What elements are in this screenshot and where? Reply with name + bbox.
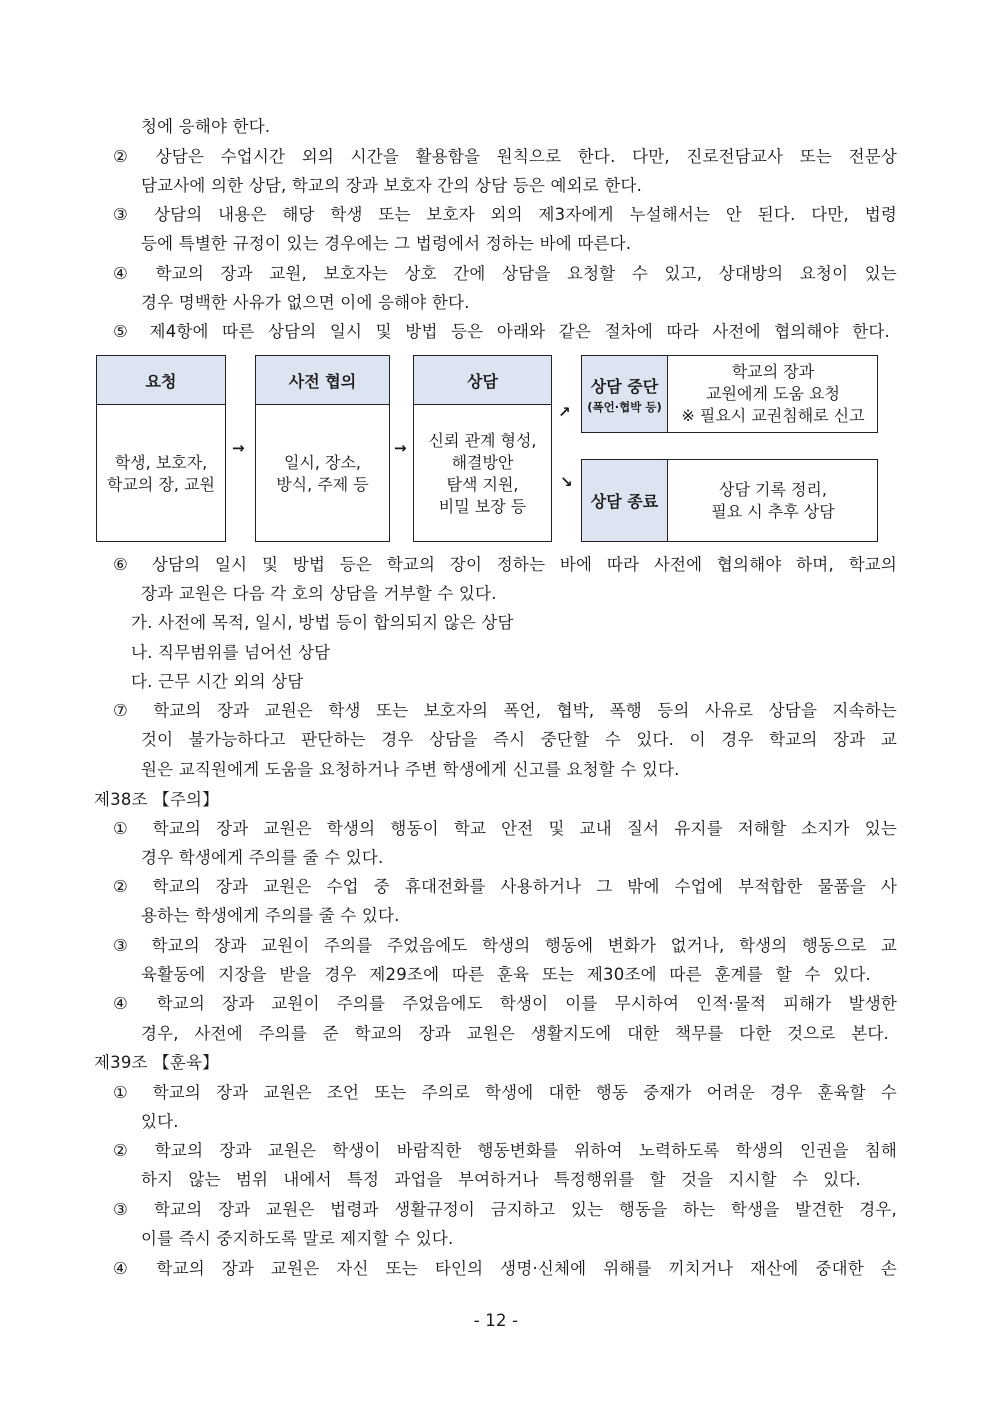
text-line: 경우 명백한 사유가 없으면 이에 응해야 한다. — [141, 293, 470, 312]
page-number: - 12 - — [473, 1311, 519, 1330]
flow-counsel-head: 상담 — [413, 355, 552, 405]
text-line: 청에 응해야 한다. — [141, 117, 271, 136]
text-line: ② 상담은 수업시간 외의 시간을 활용함을 원칙으로 한다. 다만, 진로전담교사 또는 전문상 — [113, 147, 897, 166]
arrow-down-right-icon: ↘ — [560, 473, 573, 491]
text-line: 것이 불가능하다고 판단하는 경우 상담을 즉시 중단할 수 있다. 이 경우 학교의 장과 교 — [141, 730, 897, 749]
text-line: ⑦ 학교의 장과 교원은 학생 또는 보호자의 폭언, 협박, 폭행 등의 사유로 상담을 지속하는 — [113, 701, 897, 720]
text-line: 가. 사전에 목적, 일시, 방법 등이 합의되지 않은 상담 — [131, 613, 514, 632]
article-heading: 제38조 【주의】 — [94, 790, 219, 809]
flow-end-head: 상담 종료 — [581, 459, 668, 542]
text-line: 경우, 사전에 주의를 준 학교의 장과 교원은 생활지도에 대한 책무를 다한 것으로 본다. — [141, 1024, 889, 1043]
flow-stop-body: 학교의 장과 교원에게 도움 요청 ※ 필요시 교권침해로 신고 — [681, 362, 865, 425]
flow-stop-title: 상담 중단 — [590, 376, 659, 396]
text-line: ⑤ 제4항에 따른 상담의 일시 및 방법 등은 아래와 같은 절차에 따라 사전에 협의해야 한다. — [113, 322, 890, 341]
flow-end-body: 상담 기록 정리, 필요 시 추후 상담 — [711, 479, 835, 521]
text-line: 하지 않는 범위 내에서 특정 과업을 부여하거나 특정행위를 할 것을 지시할 수 있다. — [141, 1170, 861, 1189]
text-line: 있다. — [141, 1112, 179, 1131]
text-line: 다. 근무 시간 외의 상담 — [131, 672, 304, 691]
text-line: 육활동에 지장을 받을 경우 제29조에 따른 훈육 또는 제30조에 따른 훈계를 할 수 있다. — [141, 965, 871, 984]
text-line: ② 학교의 장과 교원은 수업 중 휴대전화를 사용하거나 그 밖에 수업에 부적합한 물품을 사 — [113, 877, 897, 896]
text-line: ④ 학교의 장과 교원, 보호자는 상호 간에 상담을 요청할 수 있고, 상대방의 요청이 있는 — [113, 264, 897, 283]
text-line: ② 학교의 장과 교원은 학생이 바람직한 행동변화를 위하여 노력하도록 학생의 인권을 침해 — [113, 1141, 897, 1160]
text-line: 담교사에 의한 상담, 학교의 장과 보호자 간의 상담 등은 예외로 한다. — [141, 176, 643, 195]
text-line: 원은 교직원에게 도움을 요청하거나 주변 학생에게 신고를 요청할 수 있다. — [141, 760, 680, 779]
flow-request-body: 학생, 보호자, 학교의 장, 교원 — [107, 452, 215, 494]
text-line: 용하는 학생에게 주의를 줄 수 있다. — [141, 906, 400, 925]
flow-request-head: 요청 — [96, 355, 226, 405]
text-line: 등에 특별한 규정이 있는 경우에는 그 법령에서 정하는 바에 따른다. — [141, 234, 632, 253]
text-line: 장과 교원은 다음 각 호의 상담을 거부할 수 있다. — [141, 584, 497, 603]
flow-prior-head: 사전 협의 — [255, 355, 390, 405]
text-line: ③ 상담의 내용은 해당 학생 또는 보호자 외의 제3자에게 누설해서는 안 된다. 다만, 법령 — [113, 205, 897, 224]
arrow-up-right-icon: ↗ — [558, 403, 571, 421]
arrow-right-icon: → — [232, 439, 245, 457]
text-line: ① 학교의 장과 교원은 학생의 행동이 학교 안전 및 교내 질서 유지를 저해할 소지가 있는 — [113, 819, 897, 838]
text-line: 경우 학생에게 주의를 줄 수 있다. — [141, 848, 384, 867]
flow-stop-sub: (폭언·협박 등) — [587, 399, 662, 414]
flow-counsel-body: 신뢰 관계 형성, 해결방안 탐색 지원, 비밀 보장 등 — [428, 430, 537, 516]
flow-stop-head — [581, 355, 668, 433]
text-line: ⑥ 상담의 일시 및 방법 등은 학교의 장이 정하는 바에 따라 사전에 협의해야 하며, 학교의 — [113, 555, 897, 574]
article-heading: 제39조 【훈육】 — [94, 1053, 219, 1072]
text-line: ③ 학교의 장과 교원이 주의를 주었음에도 학생의 행동에 변화가 없거나, 학생의 행동으로 교 — [113, 936, 897, 955]
text-line: ③ 학교의 장과 교원은 법령과 생활규정이 금지하고 있는 행동을 하는 학생을 발견한 경우, — [113, 1200, 897, 1219]
text-line: ① 학교의 장과 교원은 조언 또는 주의로 학생에 대한 행동 중재가 어려운 경우 훈육할 수 — [113, 1083, 897, 1102]
arrow-right-icon: → — [394, 439, 407, 457]
flow-prior-body: 일시, 장소, 방식, 주제 등 — [276, 452, 369, 494]
text-line: 나. 직무범위를 넘어선 상담 — [131, 643, 331, 662]
text-line: 이를 즉시 중지하도록 말로 제지할 수 있다. — [141, 1229, 454, 1248]
text-line: ④ 학교의 장과 교원은 자신 또는 타인의 생명·신체에 위해를 끼치거나 재산에 중대한 손 — [113, 1259, 897, 1278]
text-line: ④ 학교의 장과 교원이 주의를 주었음에도 학생이 이를 무시하여 인적·물적 피해가 발생한 — [113, 994, 897, 1013]
